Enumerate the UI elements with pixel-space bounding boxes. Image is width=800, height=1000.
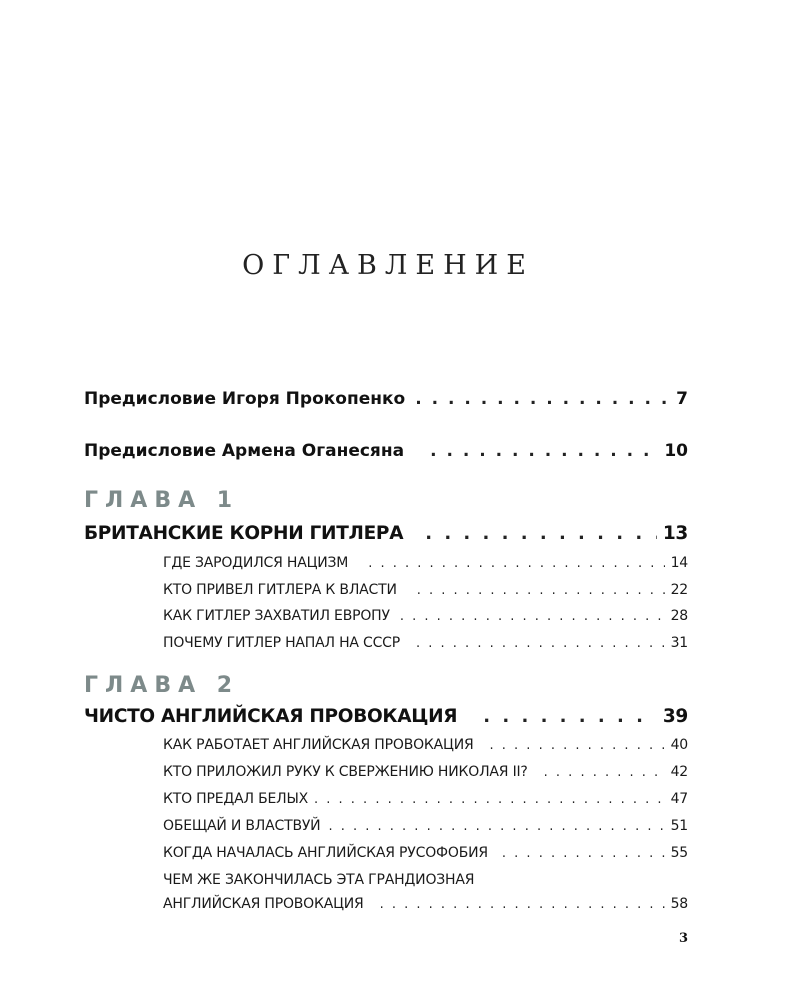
- section-title: ОБЕЩАЙ И ВЛАСТВУЙ: [163, 818, 321, 834]
- section-title: КОГДА НАЧАЛАСЬ АНГЛИЙСКАЯ РУСОФОБИЯ: [163, 845, 488, 861]
- section-title-line1: ЧЕМ ЖЕ ЗАКОНЧИЛАСЬ ЭТА ГРАНДИОЗНАЯ: [163, 872, 475, 888]
- section-entry: [163, 635, 688, 651]
- toc-entry-preface-oganesyan: [84, 441, 688, 461]
- section-page: 55: [670, 845, 688, 861]
- dot-leader: [416, 636, 665, 651]
- section-page: 28: [670, 608, 688, 624]
- section-page: 40: [670, 737, 688, 753]
- entry-page: 7: [676, 389, 688, 409]
- section-title: КТО ПРЕДАЛ БЕЛЫХ: [163, 791, 308, 807]
- chapter-title: БРИТАНСКИЕ КОРНИ ГИТЛЕРА: [84, 523, 404, 544]
- section-entry: [163, 845, 688, 861]
- section-entry: [163, 818, 688, 834]
- entry-title: Предисловие Армена Оганесяна: [84, 441, 405, 461]
- section-title: КАК РАБОТАЕТ АНГЛИЙСКАЯ ПРОВОКАЦИЯ: [163, 737, 474, 753]
- section-page: 58: [670, 896, 688, 912]
- entry-title: Предисловие Игоря Прокопенко: [84, 389, 406, 409]
- section-entry: [163, 764, 688, 780]
- section-page: 47: [670, 791, 688, 807]
- toc-title: ОГЛАВЛЕНИЕ: [242, 250, 534, 281]
- section-entry: [163, 896, 688, 912]
- dot-leader: [483, 706, 657, 727]
- toc-entry-preface-prokopenko: [84, 389, 688, 409]
- section-entry: [163, 555, 688, 571]
- page-number: 3: [678, 931, 688, 946]
- section-title: ПОЧЕМУ ГИТЛЕР НАПАЛ НА СССР: [163, 635, 400, 651]
- section-entry: [163, 737, 688, 753]
- dot-leader: [380, 897, 665, 912]
- chapter-page: 13: [662, 523, 688, 544]
- dot-leader: [502, 846, 665, 861]
- dot-leader: [544, 765, 665, 780]
- section-page: 22: [670, 582, 688, 598]
- dot-leader: [400, 609, 665, 624]
- section-page: 14: [670, 555, 688, 571]
- section-page: 31: [670, 635, 688, 651]
- section-title: ГДЕ ЗАРОДИЛСЯ НАЦИЗМ: [163, 555, 349, 571]
- chapter-label: ГЛАВА 2: [84, 673, 240, 698]
- dot-leader: [415, 389, 670, 409]
- chapter-page: 39: [662, 706, 688, 727]
- section-page: 51: [670, 818, 688, 834]
- dot-leader: [314, 792, 665, 807]
- dot-leader: [417, 583, 665, 598]
- section-entry: [163, 608, 688, 624]
- dot-leader: [430, 441, 658, 461]
- chapter-label: ГЛАВА 1: [84, 488, 240, 513]
- section-title: КТО ПРИВЕЛ ГИТЛЕРА К ВЛАСТИ: [163, 582, 397, 598]
- chapter-title-row: [84, 523, 688, 544]
- dot-leader: [425, 523, 657, 544]
- section-title: КАК ГИТЛЕР ЗАХВАТИЛ ЕВРОПУ: [163, 608, 390, 624]
- entry-page: 10: [664, 441, 688, 461]
- section-title: АНГЛИЙСКАЯ ПРОВОКАЦИЯ: [163, 896, 364, 912]
- section-entry: [163, 582, 688, 598]
- dot-leader: [328, 819, 664, 834]
- dot-leader: [368, 556, 664, 571]
- section-entry: [163, 791, 688, 807]
- chapter-title-row: [84, 706, 688, 727]
- section-page: 42: [670, 764, 688, 780]
- section-title: КТО ПРИЛОЖИЛ РУКУ К СВЕРЖЕНИЮ НИКОЛАЯ II?: [163, 764, 528, 780]
- chapter-title: ЧИСТО АНГЛИЙСКАЯ ПРОВОКАЦИЯ: [84, 706, 458, 727]
- dot-leader: [490, 738, 665, 753]
